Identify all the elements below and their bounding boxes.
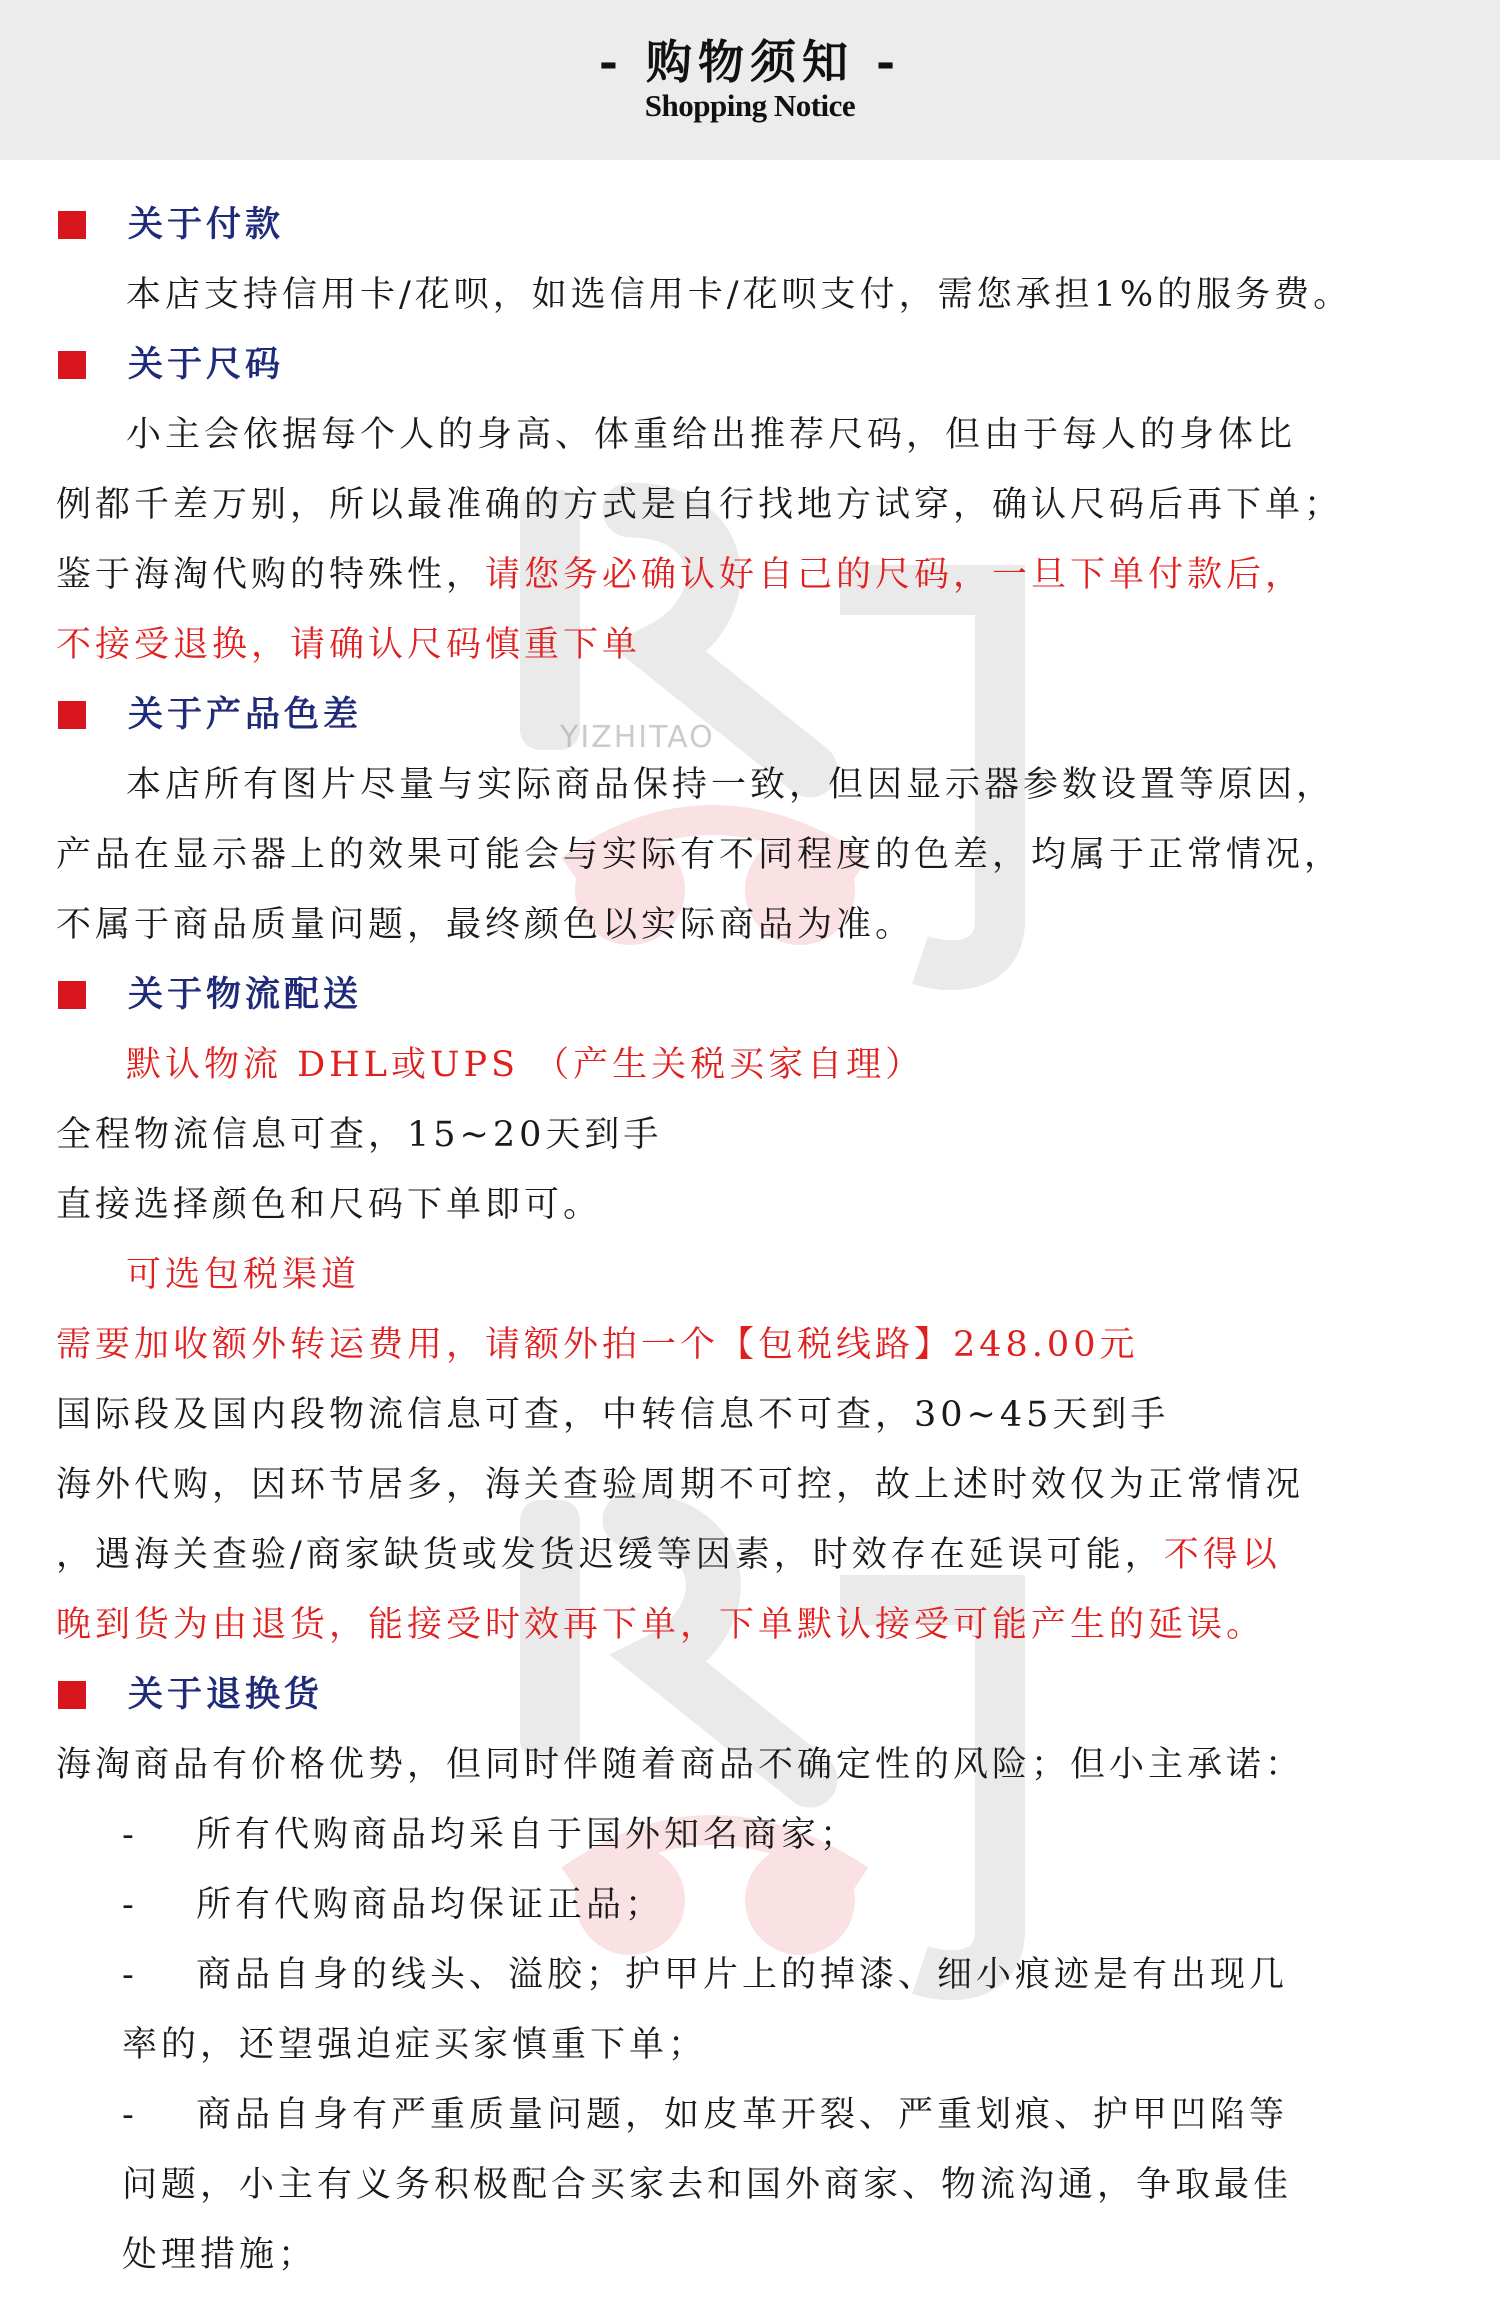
color-text-3: 不属于商品质量问题，最终颜色以实际商品为准。	[56, 905, 915, 945]
list-item-text: 商品自身的线头、溢胶；护甲片上的掉漆、细小痕迹是有出现几	[196, 1955, 1289, 1995]
list-item-continuation: 处理措施；	[122, 2235, 318, 2275]
shipping-default-text: 默认物流 DHL或UPS （产生关税买家自理）	[126, 1045, 925, 1085]
section-heading-text: 关于退换货	[128, 1674, 324, 1715]
payment-text: 本店支持信用卡/花呗，如选信用卡/花呗支付，需您承担1%的服务费。	[126, 275, 1353, 315]
section-heading-text: 关于付款	[128, 204, 285, 245]
section-heading-text: 关于物流配送	[128, 974, 363, 1015]
dash-bullet: -	[122, 1885, 138, 1925]
section-heading-text: 关于产品色差	[128, 694, 363, 735]
dash-bullet: -	[122, 1815, 138, 1855]
dash-bullet: -	[122, 2095, 138, 2135]
list-item	[56, 1800, 1456, 1870]
red-square-bullet-icon	[58, 981, 86, 1009]
page-header	[0, 0, 1500, 160]
shipping-text-2: 全程物流信息可查，15~20天到手	[56, 1115, 663, 1155]
color-text-1: 本店所有图片尽量与实际商品保持一致，但因显示器参数设置等原因，	[126, 765, 1336, 805]
list-item	[56, 1870, 1456, 1940]
section-heading-text: 关于尺码	[128, 344, 285, 385]
shipping-tax-fee-text: 需要加收额外转运费用，请额外拍一个【包税线路】248.00元	[56, 1325, 1139, 1365]
size-text-2: 例都千差万别，所以最准确的方式是自行找地方试穿，确认尺码后再下单；	[56, 485, 1344, 525]
notice-content	[56, 190, 1456, 2290]
list-item	[56, 2080, 1456, 2150]
list-item-continuation: 率的，还望强迫症买家慎重下单；	[122, 2025, 708, 2065]
size-warning-text: 请您务必确认好自己的尺码，一旦下单付款后，	[485, 555, 1305, 595]
size-warning-text-2: 不接受退换，请确认尺码慎重下单	[56, 625, 642, 665]
page-subtitle: Shopping Notice	[644, 88, 856, 123]
shipping-tax-option-text: 可选包税渠道	[126, 1255, 361, 1295]
color-text-2: 产品在显示器上的效果可能会与实际有不同程度的色差，均属于正常情况，	[56, 835, 1344, 875]
section-heading-returns	[56, 1660, 1456, 1730]
section-heading-size	[56, 330, 1456, 400]
section-heading-payment	[56, 190, 1456, 260]
dash-bullet: -	[122, 1955, 138, 1995]
red-square-bullet-icon	[58, 351, 86, 379]
shipping-text-8	[56, 1520, 1456, 1590]
size-text-3a: 鉴于海淘代购的特殊性，	[56, 555, 486, 595]
shipping-warning-text: 不得以	[1163, 1535, 1281, 1575]
section-heading-color	[56, 680, 1456, 750]
list-item-text: 所有代购商品均保证正品；	[196, 1885, 665, 1925]
size-text-3	[56, 540, 1456, 610]
size-text-1: 小主会依据每个人的身高、体重给出推荐尺码，但由于每人的身体比	[126, 415, 1297, 455]
list-item-text: 所有代购商品均采自于国外知名商家；	[196, 1815, 860, 1855]
shipping-text-8a: ，遇海关查验/商家缺货或发货迟缓等因素，时效存在延误可能，	[56, 1535, 1164, 1575]
list-item	[56, 1940, 1456, 2010]
shipping-text-7: 海外代购，因环节居多，海关查验周期不可控，故上述时效仅为正常情况	[56, 1465, 1305, 1505]
section-heading-shipping	[56, 960, 1456, 1030]
watermark-text: YIZHITAO	[560, 720, 715, 755]
shipping-warning-text-2: 晚到货为由退货，能接受时效再下单，下单默认接受可能产生的延误。	[56, 1605, 1266, 1645]
red-square-bullet-icon	[58, 701, 86, 729]
red-square-bullet-icon	[58, 1681, 86, 1709]
red-square-bullet-icon	[58, 211, 86, 239]
list-item-continuation: 问题，小主有义务积极配合买家去和国外商家、物流沟通，争取最佳	[122, 2165, 1293, 2205]
returns-text-1: 海淘商品有价格优势，但同时伴随着商品不确定性的风险；但小主承诺：	[56, 1745, 1305, 1785]
shipping-text-3: 直接选择颜色和尺码下单即可。	[56, 1185, 603, 1225]
page-title: - 购物须知 -	[598, 35, 902, 89]
list-item-text: 商品自身有严重质量问题，如皮革开裂、严重划痕、护甲凹陷等	[196, 2095, 1289, 2135]
shipping-text-6: 国际段及国内段物流信息可查，中转信息不可查，30~45天到手	[56, 1395, 1170, 1435]
